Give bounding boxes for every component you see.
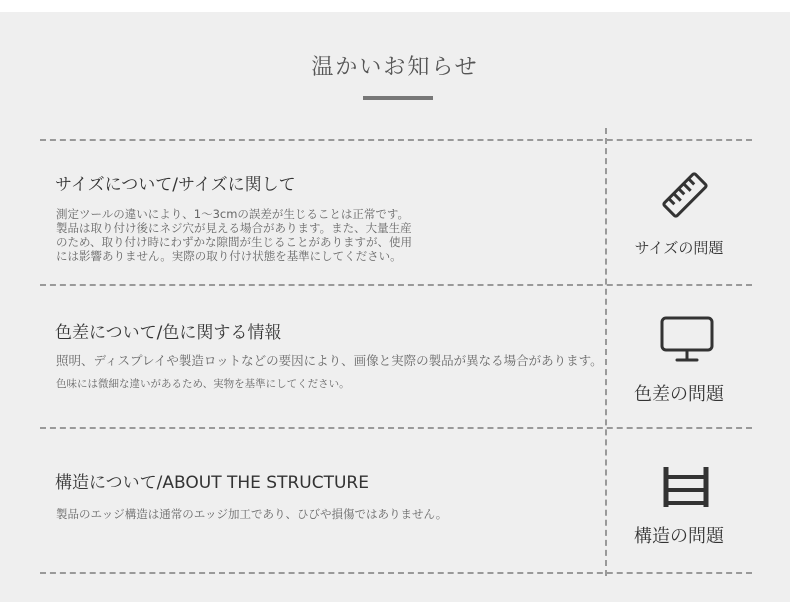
monitor-icon <box>659 315 715 365</box>
title-underline <box>363 96 433 100</box>
section-heading: 色差について/色に関する情報 <box>55 323 282 343</box>
divider-1 <box>40 284 752 286</box>
structure-frame-icon <box>660 464 712 510</box>
section-body: 製品のエッジ構造は通常のエッジ加工であり、ひびや損傷ではありません。 <box>56 507 448 521</box>
divider-top <box>40 139 752 141</box>
structure-issue-label: 構造の問題 <box>634 526 724 547</box>
size-issue-label: サイズの問題 <box>634 239 724 257</box>
section-body: 照明、ディスプレイや製造ロットなどの要因により、画像と実際の製品が異なる場合があります。 <box>56 353 603 368</box>
divider-bottom <box>40 572 752 574</box>
color-issue-label: 色差の問題 <box>634 384 724 405</box>
section-body: 測定ツールの違いにより、1〜3cmの誤差が生じることは正常です。 製品は取り付け後にネジ穴が見える場合があります。また、大量生産 のため、取り付け時にわずかな隙間が生じることがありますが、使用 には影響ありません。実際の取り付け状態を基準にしてください。 <box>56 207 413 263</box>
section-heading: 構造について/ABOUT THE STRUCTURE <box>55 473 369 493</box>
page-title: 温かいお知らせ <box>311 55 479 80</box>
ruler-icon <box>660 170 710 220</box>
section-heading: サイズについて/サイズに関して <box>55 175 296 195</box>
divider-2 <box>40 427 752 429</box>
column-divider <box>605 128 607 576</box>
section-note: 色味には微細な違いがあるため、実物を基準にしてください。 <box>56 378 350 390</box>
